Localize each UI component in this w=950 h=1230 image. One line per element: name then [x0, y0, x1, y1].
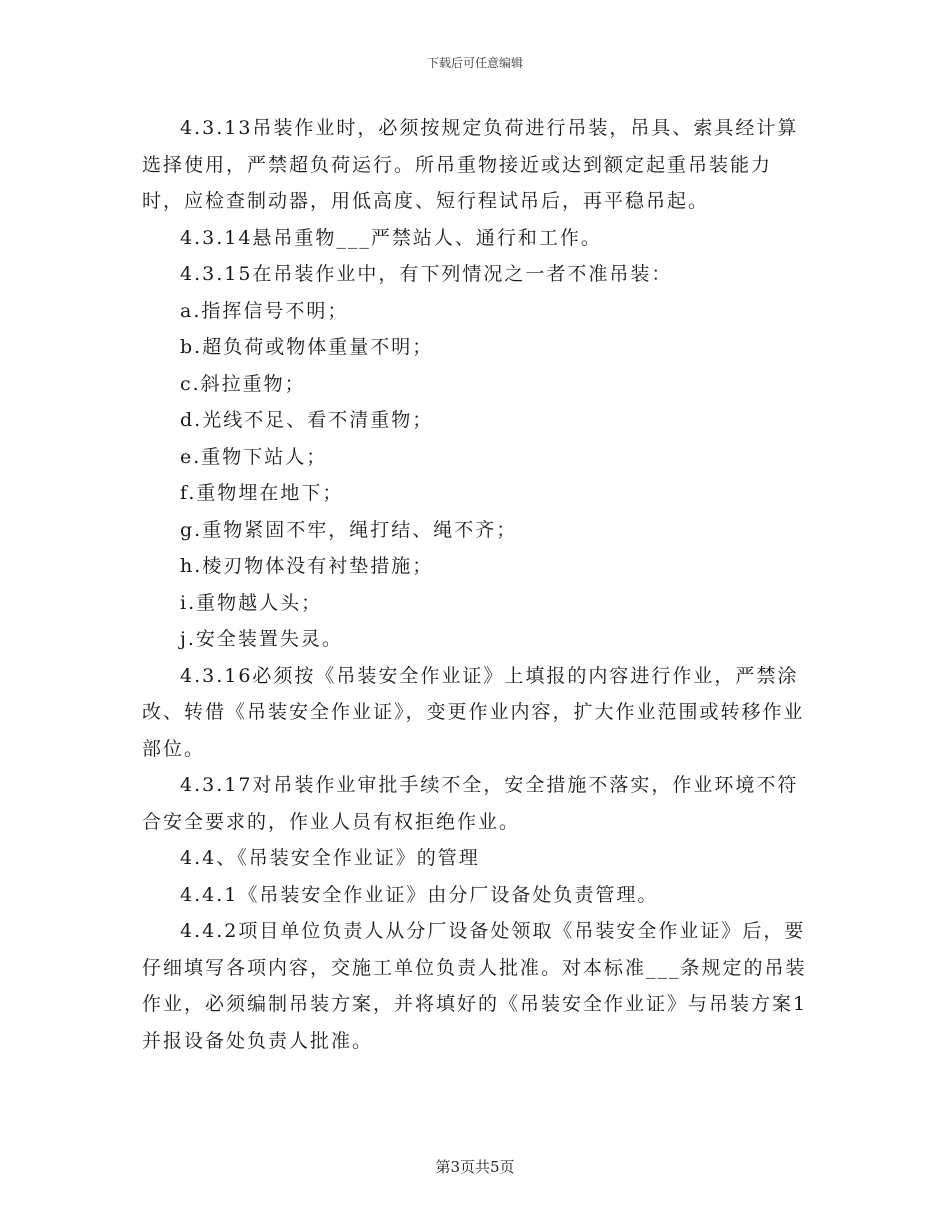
list-item-f: f.重物埋在地下； [180, 482, 344, 504]
paragraph-4-4-1: 4.4.1《吊装安全作业证》由分厂设备处负责管理。 [180, 883, 659, 906]
paragraph-4-4-2: 4.4.2项目单位负责人从分厂设备处领取《吊装安全作业证》后，要仔细填写各项内容，交施工单位负责人批准。对本标准___条规定的吊装作业，必须编制吊装方案，并将填好的《吊装安全作业证》与吊装方案1并报设备处负责人批准。 [142, 920, 808, 1052]
page-header-note: 下载后可任意编辑 [426, 56, 523, 70]
list-item-d: d.光线不足、看不清重物； [180, 409, 434, 431]
list-item-a: a.指挥信号不明； [180, 299, 349, 322]
paragraph-4-3-17: 4.3.17对吊装作业审批手续不全，安全措施不落实，作业环境不符合安全要求的，作业人员有权拒绝作业。 [142, 774, 799, 833]
paragraph-4-3-16: 4.3.16必须按《吊装安全作业证》上填报的内容进行作业，严禁涂改、转借《吊装安全作业证》，变更作业内容，扩大作业范围或转移作业部位。 [142, 664, 805, 760]
list-item-i: i.重物越人头； [180, 591, 323, 614]
paragraph-4-3-13: 4.3.13吊装作业时，必须按规定负荷进行吊装，吊具、索具经计算选择使用，严禁超负荷运行。所吊重物接近或达到额定起重吊装能力时，应检查制动器，用低高度、短行程试吊后，再平稳吊起。 [142, 117, 799, 212]
list-item-g: g.重物紧固不牢，绳打结、绳不齐； [180, 518, 518, 541]
list-item-h: h.棱刃物体没有衬垫措施； [180, 555, 434, 577]
page-number: 第3页共5页 [435, 1158, 515, 1176]
list-item-e: e.重物下站人； [180, 445, 328, 468]
paragraph-4-3-14: 4.3.14悬吊重物___严禁站人、通行和工作。 [180, 226, 602, 249]
list-item-j: j.安全装置失灵。 [180, 628, 343, 650]
paragraph-4-3-15: 4.3.15在吊装作业中，有下列情况之一者不准吊装： [180, 263, 673, 285]
section-heading-4-4: 4.4、《吊装安全作业证》的管理 [180, 847, 480, 869]
list-item-c: c.斜拉重物； [180, 372, 306, 395]
document-body [142, 110, 810, 1059]
list-item-b: b.超负荷或物体重量不明； [180, 336, 434, 358]
